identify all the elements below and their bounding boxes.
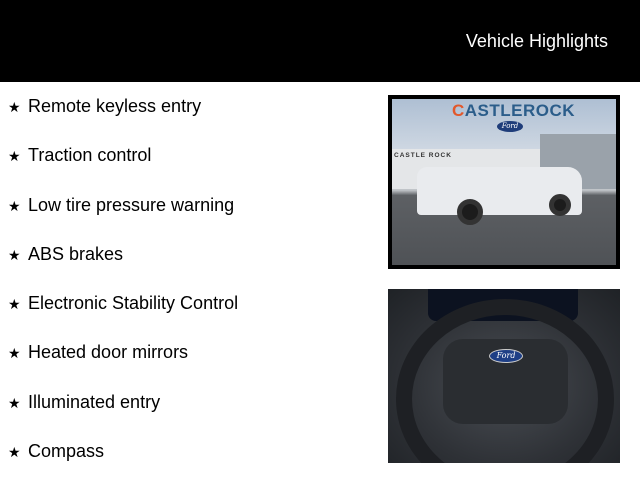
feature-label: ABS brakes [28,243,124,264]
feature-label: Heated door mirrors [28,342,189,363]
feature-label: Electronic Stability Control [28,293,239,314]
star-icon: ★ [8,246,21,263]
vehicle-interior-photo[interactable] [388,289,620,463]
list-item [8,195,238,244]
list-item [8,392,238,441]
feature-label: Remote keyless entry [28,96,202,116]
feature-label: Illuminated entry [28,391,161,412]
feature-label: Low tire pressure warning [28,194,235,215]
star-icon: ★ [8,444,21,461]
star-icon: ★ [8,345,21,362]
dealer-logo: CASTLEROCK [452,101,576,120]
list-item [8,293,238,342]
header-bar [0,0,640,82]
ford-logo: Ford [489,349,523,363]
page-title: Vehicle Highlights [465,31,608,51]
truck-wheel [549,194,571,216]
feature-label: Traction control [28,145,152,166]
list-item [8,342,238,391]
star-icon: ★ [8,148,21,165]
star-icon: ★ [8,394,21,411]
vehicle-exterior-photo[interactable] [388,95,620,269]
list-item [8,244,238,293]
star-icon: ★ [8,99,21,115]
feature-list [8,96,238,490]
list-item [8,441,238,490]
feature-label: Compass [28,441,105,462]
star-icon: ★ [8,296,21,313]
ford-logo: Ford [497,121,523,132]
list-item [8,145,238,194]
star-icon: ★ [8,197,21,214]
building-sign: CASTLE ROCK [394,152,452,159]
list-item [8,96,238,145]
truck-wheel [457,199,483,225]
